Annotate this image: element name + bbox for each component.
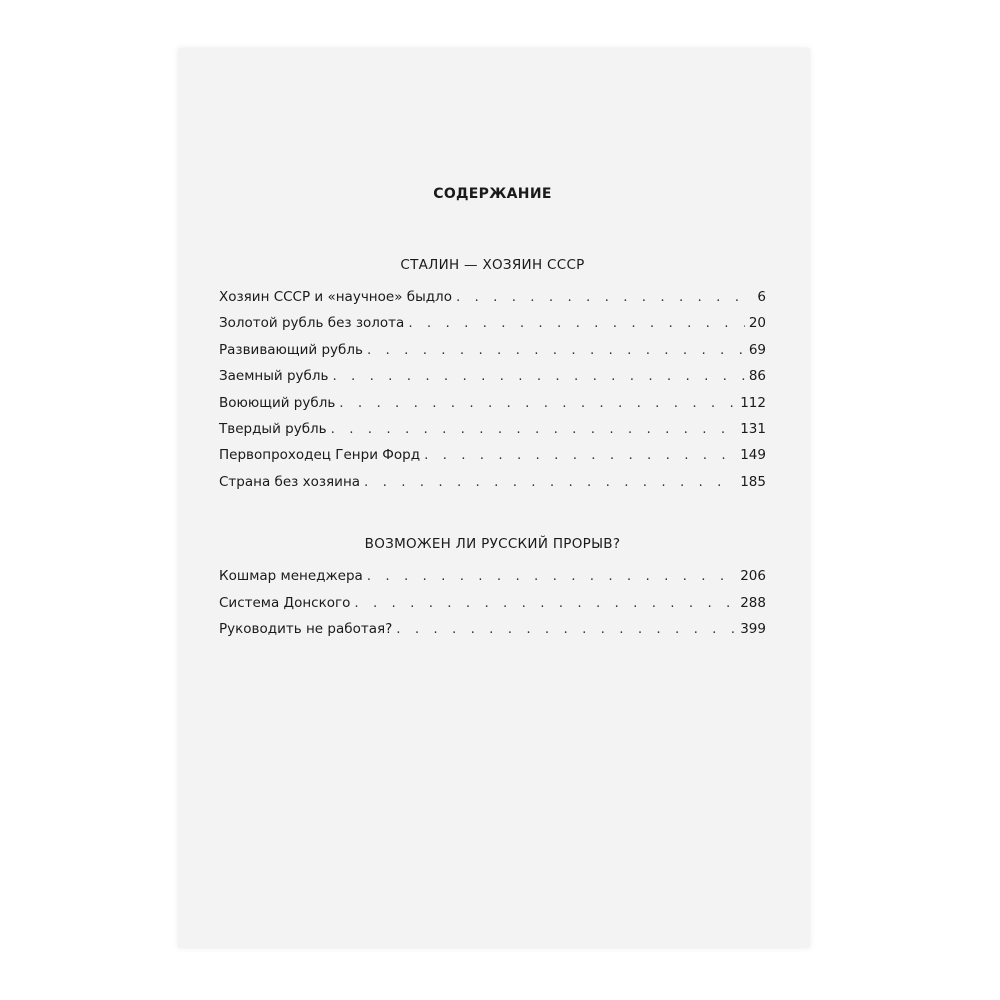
dot-leader <box>339 390 736 416</box>
entry-title: Руководить не работая? <box>219 620 393 637</box>
entry-title: Воюющий рубль <box>219 394 336 411</box>
dot-leader <box>364 469 736 495</box>
dot-leader <box>354 590 736 616</box>
entry-title: Заемный рубль <box>219 368 329 385</box>
dot-leader <box>456 284 753 310</box>
entry-title: Первопроходец Генри Форд <box>219 447 421 464</box>
entry-title: Золотой рубль без золота <box>219 315 405 332</box>
entry-title: Кошмар менеджера <box>219 568 363 585</box>
contents-title: СОДЕРЖАНИЕ <box>433 186 552 202</box>
page-number: 399 <box>740 620 766 637</box>
page-number: 206 <box>740 568 766 585</box>
page-number: 112 <box>740 394 766 411</box>
page-number: 69 <box>748 341 766 358</box>
section-title: СТАЛИН — ХОЗЯИН СССР <box>400 257 585 273</box>
dot-leader <box>424 442 736 468</box>
toc-entry[interactable] <box>219 563 766 589</box>
toc-entry[interactable] <box>219 310 766 336</box>
dot-leader <box>396 616 736 642</box>
page-number: 131 <box>740 420 766 437</box>
entry-title: Страна без хозяина <box>219 473 361 490</box>
page-number: 6 <box>757 289 766 305</box>
dot-leader <box>332 363 744 389</box>
toc-entry[interactable] <box>219 390 766 416</box>
toc-entry[interactable] <box>219 416 766 442</box>
dot-leader <box>331 416 737 442</box>
toc-entry[interactable] <box>219 469 766 495</box>
entry-title: Система Донского <box>219 594 351 611</box>
entry-title: Хозяин СССР и «научное» быдло <box>219 289 452 305</box>
entry-title: Развивающий рубль <box>219 341 363 358</box>
toc-entry[interactable] <box>219 616 766 642</box>
toc-entry[interactable] <box>219 363 766 389</box>
dot-leader <box>367 563 736 589</box>
page-number: 86 <box>748 368 766 385</box>
page-number: 185 <box>740 473 766 490</box>
page-number: 149 <box>740 447 766 464</box>
table-of-contents <box>219 170 766 642</box>
page-number: 20 <box>748 315 766 332</box>
dot-leader <box>408 310 744 336</box>
toc-entry[interactable] <box>219 442 766 468</box>
section-title: ВОЗМОЖЕН ЛИ РУССКИЙ ПРОРЫВ? <box>364 536 621 553</box>
entry-title: Твердый рубль <box>219 420 327 437</box>
page-number: 288 <box>740 594 766 611</box>
toc-entry[interactable] <box>219 337 766 363</box>
toc-entry[interactable] <box>219 284 766 310</box>
toc-entry[interactable] <box>219 590 766 616</box>
dot-leader <box>367 337 745 363</box>
